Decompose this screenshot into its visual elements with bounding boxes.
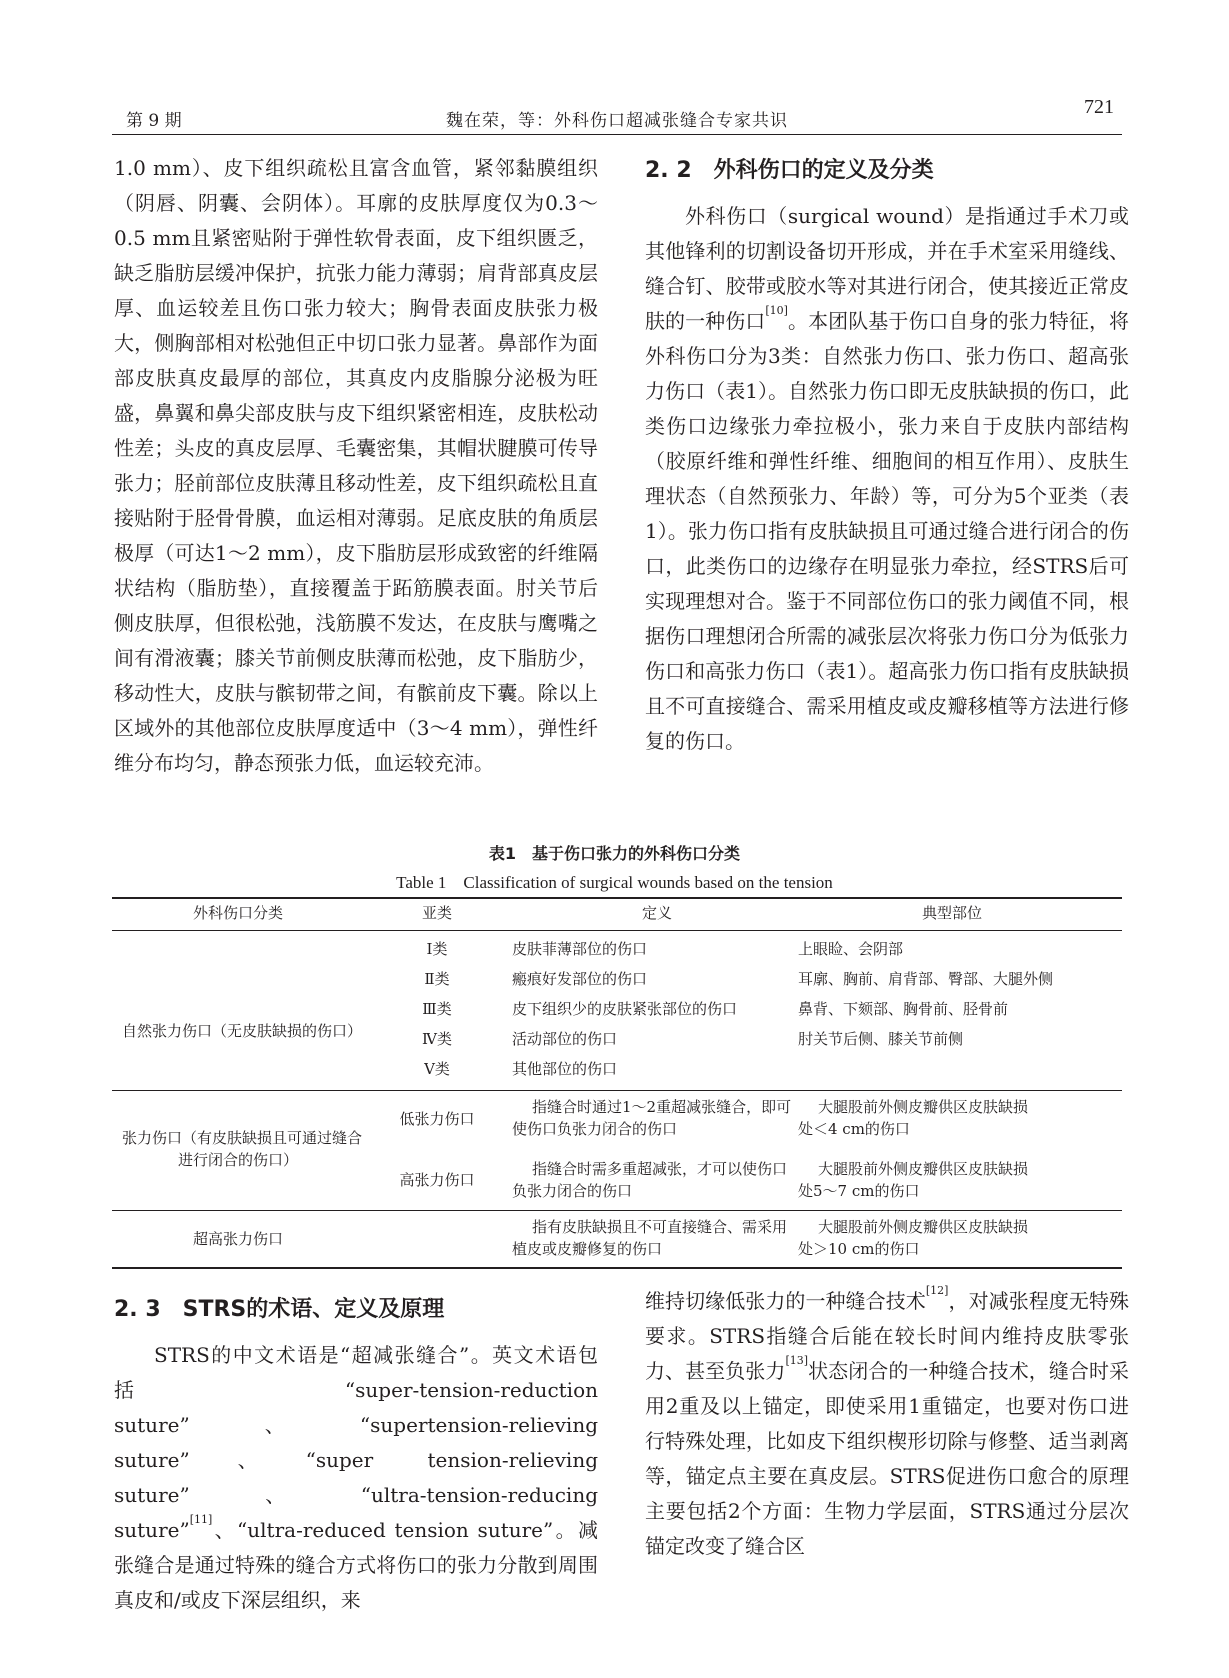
table-header-cell: 亚类 (421, 904, 452, 922)
table-cell-definition: 皮肤菲薄部位的伤口 (512, 940, 648, 958)
table-cell-site: 大腿股前外侧皮瓣供区皮肤缺损 (818, 1098, 1029, 1116)
paragraph-text: ，对减张程度无特殊要求。STRS指缝合后能在较长时间内维持皮肤零张力、甚至负张力 (645, 1289, 1130, 1383)
section-title-2-3: 2. 3 STRS的术语、定义及原理 (114, 1297, 445, 1322)
table-group-name: 张力伤口（有皮肤缺损且可通过缝合 (122, 1129, 363, 1147)
left-column (114, 151, 598, 781)
table-cell-subtype: Ⅴ类 (424, 1060, 450, 1078)
table-group-rule (112, 1090, 1122, 1091)
table-cell-definition: 活动部位的伤口 (512, 1030, 618, 1048)
table-cell-site: 处＜4 cm的伤口 (798, 1120, 910, 1138)
citation-12[interactable]: [12] (925, 1284, 949, 1297)
body-paragraph: 1.0 mm）、皮下组织疏松且富含血管，紧邻黏膜组织（阴唇、阴囊、会阴体）。耳廓的皮肤厚度仅为0.3～0.5 mm且紧密贴附于弹性软骨表面，皮下组织匮乏，缺乏脂肪层缓冲保护，抗张力能力薄弱；肩背部真皮层厚、血运较差且伤口张力较大；胸骨表面皮肤张力极大，侧胸部相对松弛但正中切口张力显著。鼻部作为面部皮肤真皮最厚的部位，其真皮内皮脂腺分泌极为旺盛，鼻翼和鼻尖部皮肤与皮下组织紧密相连，皮肤松动性差；头皮的真皮层厚、毛囊密集，其帽状腱膜可传导张力；胫前部位皮肤薄且移动性差，皮下组织疏松且直接贴附于胫骨骨膜，血运相对薄弱。足底皮肤的角质层极厚（可达1～2 mm），皮下脂肪层形成致密的纤维隔状结构（脂肪垫），直接覆盖于跖筋膜表面。肘关节后侧皮肤厚，但很松弛，浅筋膜不发达，在皮肤与鹰嘴之间有滑液囊；膝关节前侧皮肤薄而松弛，皮下脂肪少，移动性大，皮肤与髌韧带之间，有髌前皮下囊。除以上区域外的其他部位皮肤厚度适中（3～4 mm），弹性纤维分布均匀，静态预张力低，血运较充沛。 (114, 156, 598, 775)
running-header (112, 96, 1122, 136)
issue-label: 第 9 期 (126, 111, 182, 131)
citation-13[interactable]: [13] (785, 1354, 809, 1367)
table-cell-site: 耳廓、胸前、肩背部、臀部、大腿外侧 (798, 970, 1054, 988)
table-cell-definition: 瘢痕好发部位的伤口 (512, 970, 648, 988)
table-cell-site: 大腿股前外侧皮瓣供区皮肤缺损 (818, 1218, 1029, 1236)
paragraph-text: 维持切缘低张力的一种缝合技术 (645, 1289, 926, 1313)
table-cell-definition: 使伤口负张力闭合的伤口 (512, 1120, 678, 1138)
table-cell-subtype: Ⅳ类 (422, 1030, 452, 1048)
body-paragraph (114, 1338, 598, 1618)
table-cell-site: 肘关节后侧、膝关节前侧 (798, 1030, 964, 1048)
left-column-bottom (114, 1290, 598, 1618)
paragraph-text: 状态闭合的一种缝合技术，缝合时采用2重及以上锚定，即使采用1重锚定，也要对伤口进行特殊处理，比如皮下组织楔形切除与修整、适当剥离等，锚定点主要在真皮层。STRS促进伤口愈合的原理主要包括2个方面：生物力学层面，STRS通过分层次锚定改变了缝合区 (645, 1359, 1130, 1558)
citation-11[interactable]: [11] (189, 1513, 213, 1526)
table-group-name: 自然张力伤口（无皮肤缺损的伤口） (122, 1022, 363, 1040)
paragraph-text: 。本团队基于伤口自身的张力特征，将外科伤口分为3类：自然张力伤口、张力伤口、超高张力伤口（表1）。自然张力伤口即无皮肤缺损的伤口，此类伤口边缘张力牵拉极小，张力来自于皮肤内部结构（胶原纤维和弹性纤维、细胞间的相互作用）、皮肤生理状态（自然预张力、年龄）等，可分为5个亚类（表1）。张力伤口指有皮肤缺损且可通过缝合进行闭合的伤口，此类伤口的边缘存在明显张力牵拉，经STRS后可实现理想对合。鉴于不同部位伤口的张力阈值不同，根据伤口理想闭合所需的减张层次将张力伤口分为低张力伤口和高张力伤口（表1）。超高张力伤口指有皮肤缺损且不可直接缝合、需采用植皮或皮瓣移植等方法进行修复的伤口。 (645, 309, 1130, 753)
citation-10[interactable]: [10] (765, 304, 788, 317)
table-cell-definition: 指缝合时通过1～2重超减张缝合，即可 (532, 1098, 792, 1116)
table-cell-site: 处＞10 cm的伤口 (798, 1240, 920, 1258)
table-header-rule (112, 930, 1122, 931)
table-cell-site: 上眼睑、会阴部 (798, 940, 904, 958)
table-cell-definition: 皮下组织少的皮肤紧张部位的伤口 (512, 1000, 738, 1018)
table-caption-en: Table 1 Classification of surgical wounds based on the tension (396, 873, 833, 892)
table-cell-definition: 指缝合时需多重超减张，才可以使伤口 (532, 1160, 788, 1178)
body-paragraph (645, 1284, 1129, 1564)
right-column (645, 151, 1129, 759)
paragraph-text: 外科伤口（surgical wound）是指通过手术刀或其他锋利的切割设备切开形成，并在手术室采用缝线、缝合钉、胶带或胶水等对其进行闭合，使其接近正常皮肤的一种伤口 (645, 204, 1129, 333)
table-cell-subtype: Ⅰ类 (426, 940, 448, 958)
table-cell-subtype: Ⅲ类 (422, 1000, 452, 1018)
table-cell-definition: 其他部位的伤口 (512, 1060, 618, 1078)
table-cell-site: 处5～7 cm的伤口 (798, 1182, 920, 1200)
table-group-name: 进行闭合的伤口） (177, 1151, 298, 1169)
table-cell-subtype: 低张力伤口 (399, 1110, 475, 1128)
section-title-2-2: 2. 2 外科伤口的定义及分类 (645, 158, 934, 183)
table-cell-subtype: Ⅱ类 (424, 970, 450, 988)
body-paragraph (645, 199, 1129, 759)
table-header-cell: 定义 (641, 904, 672, 922)
running-title: 魏在荣，等：外科伤口超减张缝合专家共识 (446, 111, 788, 131)
table-bottom-rule (112, 1267, 1122, 1269)
right-column-bottom (645, 1284, 1129, 1564)
table-cell-subtype: 高张力伤口 (399, 1171, 475, 1189)
table-cell-definition: 植皮或皮瓣修复的伤口 (512, 1240, 663, 1258)
table-caption-cn: 表1 基于伤口张力的外科伤口分类 (488, 844, 741, 863)
paragraph-text: STRS的中文术语是“超减张缝合”。英文术语包括“super-tension-reduction suture”、“supertension-relieving suture”、“super tension-relieving suture”、“ultra-tension-reducing suture” (114, 1343, 598, 1542)
table-group-rule (112, 1210, 1122, 1211)
table-cell-site: 大腿股前外侧皮瓣供区皮肤缺损 (818, 1160, 1029, 1178)
table-group-name: 超高张力伤口 (192, 1230, 283, 1248)
page-number: 721 (1084, 96, 1114, 118)
paragraph-text: 、“ultra-reduced tension suture”。减张缝合是通过特殊的缝合方式将伤口的张力分散到周围真皮和/或皮下深层组织，来 (114, 1518, 598, 1612)
table-header-cell: 外科伤口分类 (192, 904, 283, 922)
table-cell-definition: 指有皮肤缺损且不可直接缝合、需采用 (532, 1218, 788, 1236)
table-top-rule (112, 897, 1122, 899)
table-header-cell: 典型部位 (921, 904, 982, 922)
table-cell-definition: 负张力闭合的伤口 (512, 1182, 633, 1200)
table-cell-site: 鼻背、下颏部、胸骨前、胫骨前 (798, 1000, 1009, 1018)
header-rule (112, 134, 1122, 135)
